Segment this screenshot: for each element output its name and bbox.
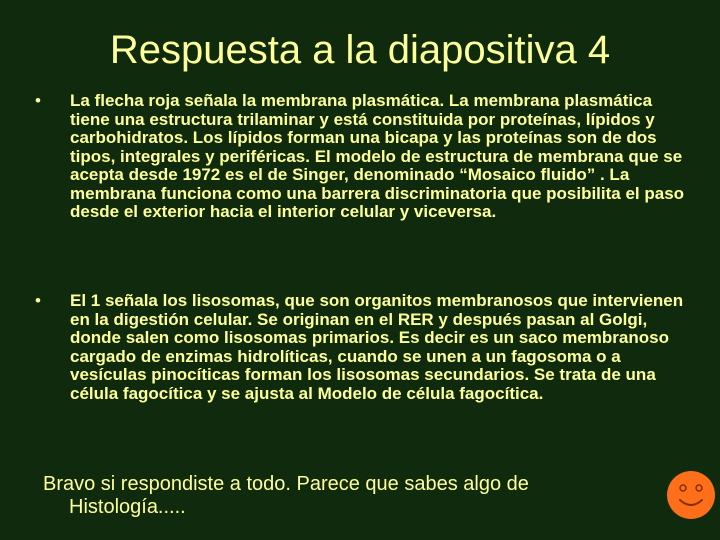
- bullet-item-lysosomes: [30, 292, 690, 403]
- bullet-marker: •: [35, 291, 41, 310]
- bullet-list-2: [30, 292, 690, 403]
- bullet-text: El 1 señala los lisosomas, que son organitos membranosos que intervienen en la digestión celular. Se originan en el RER y después pasan al Golgi, donde salen como lisosomas primarios. Es decir es un saco membranoso cargado de enzimas hidrolíticas, cuando se unen a un fagosoma o a vesículas pinocíticas forman los lisosomas secundarios. Se trata de una célula fagocítica y se ajusta al Modelo de célula fagocítica.: [70, 291, 684, 403]
- bullet-marker: •: [35, 91, 41, 110]
- slide-title: Respuesta a la diapositiva 4: [109, 28, 611, 72]
- bullet-item-membrane: [30, 92, 690, 222]
- closing-line-1: Bravo si respondiste a todo. Parece que sabes algo de: [43, 473, 529, 495]
- bullet-list-1: [30, 92, 690, 222]
- smiley-face-icon: [666, 470, 716, 520]
- bullet-text: La flecha roja señala la membrana plasmática. La membrana plasmática tiene una estructura trilaminar y está constituida por proteínas, lípidos y carbohidratos. Los lípidos forman una bicapa y las proteínas son de dos tipos, integrales y periféricas. El modelo de estructura de membrana que se acepta desde 1972 es el de Singer, denominado “Mosaico fluido” . La membrana funciona como una barrera discriminatoria que posibilita el paso desde el exterior hacia el interior celular y viceversa.: [70, 91, 685, 221]
- closing-line-2: Histología.....: [69, 496, 186, 518]
- smiley-face: [667, 471, 715, 519]
- closing-message: [43, 473, 683, 519]
